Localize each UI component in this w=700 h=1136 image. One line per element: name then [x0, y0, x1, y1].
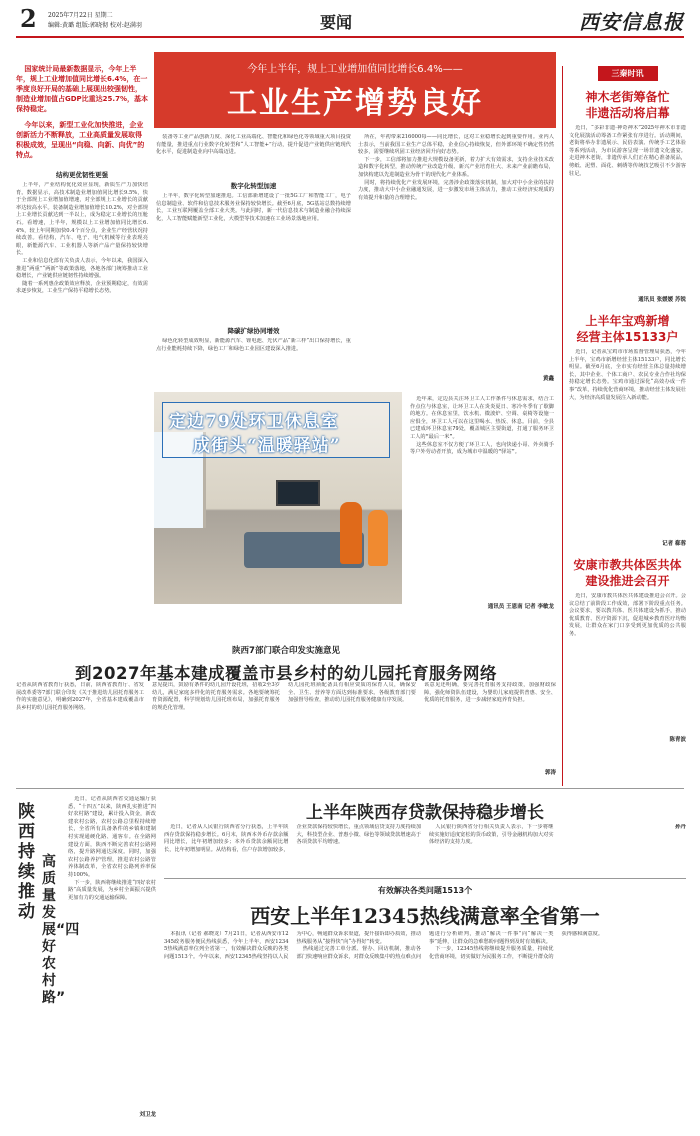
main-author: 黄鑫 — [542, 376, 554, 382]
deposit-author: 孙丹 — [674, 824, 686, 830]
photo-caption-line2: 成街头“温暖驿站” — [193, 436, 341, 456]
main-col1-text — [156, 134, 351, 178]
preschool-col1: 记者从陕西省教育厅获悉，日前，陕西省教育厅、省发展改革委等7部门联合印发《关于推进幼儿园托育服务工作的实施意见》，明确到2027年，全省基本建成覆盖市县乡村的幼儿园托育服务网络。 — [16, 682, 144, 711]
main-col1-p3: 绿色化转型成效明显，新能源汽车、锂电池、光伏产品“新三样”出口保持增长，重点行业能耗持续下降，绿色工厂和绿色工业园区建设深入推进。 — [156, 338, 351, 352]
lead-body-1: 上半年，产业结构优化效应显现，新质生产力加快培育。数据显示，高技术制造业增加值同比增长9.5%，快于全部规上工业增加值增速，对全部规上工业增长的贡献率达较高水平。装备制造业增加值增长10.2%，对全部规上工业增长贡献达到一半以上，成为稳定工业增长的压舱石。看增速，上半年，规模以上工业增加值同比增长6.4%，较上年同期加快0.4个百分点，企业生产经营状况持续改善。看结构，汽车、电子、电气机械等行业表现亮眼，新能源汽车、工业机器人等新产品产量保持较快增长。 — [16, 182, 148, 257]
subhead-carbon: 降碳扩绿协同增效 — [227, 327, 280, 335]
main-col1-text-c — [156, 338, 351, 368]
sidebar — [562, 66, 686, 786]
masthead-date — [48, 10, 113, 19]
main-kicker: 今年上半年，规上工业增加值同比增长6.4%—— — [247, 64, 463, 75]
photo-caption-line1: 定边79处环卫休息室 — [169, 412, 339, 432]
agri-title-right: 高质量发展“四好农村路” — [42, 854, 80, 1006]
hotline-article — [164, 878, 686, 1128]
preschool-title: 到2027年基本建成覆盖市县乡村的幼儿园托育服务网络 — [75, 664, 497, 683]
preschool-kicker: 陕西7部门联合印发实施意见 — [232, 646, 340, 656]
main-col1-text-b — [156, 193, 351, 323]
sidebar-story3-text: 近日，安康市教共体医共体建设推进会召开。会议总结了前阶段工作成效，部署下阶段重点任务。会议要求，要以教共体、医共体建设为抓手，推动优质教育、医疗资源下沉，促进城乡教育医疗均衡发展，让群众在家门口享受到更加优质的公共服务。 — [569, 593, 686, 637]
main-article-col2 — [358, 134, 554, 384]
sidebar-story3-title: 安康市教共体医共体 建设推进会召开 — [573, 558, 682, 588]
hotline-text — [164, 931, 686, 1125]
main-col2-p2: 下一步，工信部将加力推进大规模设备更新，着力扩大有效需求，支持企业技术改造和数字化转型，推动传统产业改造升级、新兴产业培育壮大、未来产业前瞻布局，加快构建以先进制造业为骨干的现代化产业体系。 — [358, 156, 554, 178]
hotline-kicker: 有效解决各类问题1513个 — [377, 886, 473, 895]
hotline-title: 西安上半年12345热线满意率全省第一 — [250, 904, 600, 928]
photo-caption-box — [162, 402, 390, 458]
deposit-p1: 近日，记者从人民银行陕西省分行获悉，上半年陕西存贷款保持稳步增长。6月末，陕西本外币存款余额同比增长，比年初增加较多；本外币贷款余额同比增长，比年初增加明显。从结构看，住户存款增加较多，企业贷款保持较快增长，重点领域信贷支持力度持续加大，科技型企业、普惠小微、绿色等领域贷款增速高于各项贷款平均增速。 — [164, 824, 422, 853]
photo-worker-1 — [340, 502, 362, 564]
sidebar-story1-text: 近日，“多彩非遗·神奇神木”2025年神木市非遗文化展演活动筹备工作紧张有序进行。活动期间，老街将举办非遗展示、民俗表演、传统手工艺体验等系列活动，为市民游客呈现一场非遗文化盛宴。走进神木老街，非遗传承人们正在精心准备展品，剪纸、泥塑、面花、刺绣等传统技艺吸引不少游客驻足。 — [569, 125, 686, 177]
masthead — [0, 0, 700, 40]
agri-article — [16, 794, 156, 1124]
photo-story — [154, 392, 556, 652]
sidebar-story1-author: 通讯员 张媛媛 苏锐 — [638, 297, 686, 303]
masthead-date-text: 2025年7月22日 — [48, 12, 93, 19]
preschool-article — [16, 644, 556, 784]
main-col2-text — [358, 134, 554, 372]
lead-summary — [16, 64, 148, 492]
subhead-digital: 数字化转型加速 — [230, 182, 277, 190]
sidebar-story2-title: 上半年宝鸡新增 经营主体15133户 — [576, 314, 679, 344]
agri-p2: 下一步，陕西将继续推进“四好农村路”高质量发展，为乡村全面振兴提供更加有力的交通运输保障。 — [68, 879, 156, 901]
subhead-structure: 结构更优韧性更强 — [56, 171, 108, 179]
lead-summary-body — [16, 182, 148, 422]
preschool-col4: 该意见还明确，要完善托育服务支持政策，加强财政保障，强化师资队伍建设，为婴幼儿家庭提供普惠、安全、优质的托育服务，进一步减轻家庭养育负担。 — [424, 682, 556, 704]
hotline-p3: 下一步，12345热线将继续提升服务质量，持续优化营商环境，切实做好为民服务工作，不断提升群众的获得感和满意度。 — [429, 931, 604, 960]
sidebar-story2-author: 记者 郗蓉 — [662, 541, 686, 547]
sidebar-story2-text: 近日，记者从宝鸡市市场监督管理局获悉，今年上半年，宝鸡市新增经营主体15133户，同比增长明显。截至6月底，全市实有经营主体总量持续增长，其中企业、个体工商户、农民专业合作社均保持稳定增长态势。宝鸡市通过深化“高效办成一件事”改革，持续优化营商环境，推动经营主体发展壮大，为经济高质量发展注入新动能。 — [569, 349, 686, 401]
photo-story-author: 通讯员 王恩南 记者 李敏龙 — [487, 604, 554, 610]
preschool-col3: 幼儿园托班须配备具有相应资质的保育人员，确保安全、卫生、营养等方面达到标准要求。各级教育部门要加强督导检查，推动幼儿园托育服务健康有序发展。 — [288, 682, 416, 704]
main-col1-p1: 装备等工业产品创新力度、深化工业高端化、智能化和绿色化等领域重大项目投资有能量，推进重点行业数字化转型和“人工智能+”行动，提升促进产业链供应链现代化水平，促进制造业向中高端迈进。 — [156, 134, 351, 156]
lead-summary-text1: 国家统计局最新数据显示，今年上半年，规上工业增加值同比增长6.4%，在一季度良好开局的基础上展现出较强韧性，制造业增加值占GDP比重达25.7%，基本保持稳定。 — [16, 65, 148, 113]
agri-author: 刘卫龙 — [139, 1112, 156, 1118]
photo-image — [154, 392, 402, 604]
main-col1-p2: 上半年，数字化转型加速推进。工信部新增建设了一批5G工厂和智能工厂，电子信息制造业、软件和信息技术服务业保持较快增长。截至6月底，5G基站总数持续增长，工业互联网覆盖全部工业大类。与此同时，新一代信息技术与制造业融合持续深化，人工智能赋能新型工业化，大模型等技术加速在工业场景落地应用。 — [156, 193, 351, 222]
photo-story-text — [410, 396, 554, 596]
deposit-text — [164, 824, 686, 874]
deposit-p2: 人民银行陕西省分行相关负责人表示，下一步将继续实施好适度宽松的货币政策，引导金融机构加大对实体经济的支持力度。 — [429, 824, 554, 846]
lead-body-3: 随着一系列惠企政策效应释放，企业预期稳定，有效需求逐步恢复，工业生产保持平稳增长态势。 — [16, 280, 148, 295]
west-xian-logo: 西安信息报 — [579, 10, 684, 34]
main-headline-banner — [154, 52, 556, 128]
section-name: 要闻 — [320, 13, 353, 32]
deposit-title: 上半年陕西存贷款保持稳步增长 — [306, 803, 544, 823]
masthead-rule — [16, 36, 684, 38]
main-title: 工业生产增势良好 — [227, 86, 483, 121]
section-divider — [16, 788, 684, 789]
hotline-p1: 本报讯（记者 郝晓龙）7月21日，记者从西安市12345政务服务便民热线获悉，今年上半年，西安12345热线满意率位列全省第一，有效解决群众反映的各类问题1513个。今年以来，西安12345热线坚持以人民为中心，畅通群众诉求渠道，提升接诉即办质效，推动热线服务从“接得快”向“办得好”转变。 — [164, 931, 422, 960]
page-number: 2 — [20, 4, 37, 33]
agri-text — [68, 796, 156, 1106]
sidebar-tag: 三秦时讯 — [598, 66, 658, 81]
sidebar-story3-author: 陈青波 — [669, 737, 686, 743]
photo-worker-2 — [368, 510, 388, 566]
hotline-p2: 热线通过完善工单分派、督办、回访机制，推动各部门快速响应群众诉求，对群众反映集中的热点难点问题进行分析研判，推动“解决一件事”向“解决一类事”延伸，让群众的急难愁盼问题得到及时有效解决。 — [296, 931, 554, 960]
preschool-col2: 意见提出，鼓励有条件的幼儿园开设托班，招收2至3岁幼儿，满足家庭多样化的托育服务需求。各地要统筹托育资源配置，科学规划幼儿园托班布局，加强托育服务的规范化管理。 — [152, 682, 280, 711]
lead-body-2: 工业和信息化部有关负责人表示，今年以来，我国深入推进“两重”“两新”等政策落地，各地各部门统筹推动工业稳增长，产业链供应链韧性持续增强。 — [16, 257, 148, 280]
agri-title-left: 陕西持续推动 — [18, 802, 35, 922]
main-col2-p3: 同时，将持续优化产业发展环境，完善涉企政策落实机制，加大对中小企业的扶持力度，推动大中小企业融通发展，进一步激发市场主体活力，推动工业经济实现质的有效提升和量的合理增长。 — [358, 179, 554, 201]
agri-p1: 近日，记者从陕西省交通运输厅获悉，“十四五”以来，陕西扎实推进“四好农村路”建设，累计投入资金，新改建农村公路，农村公路总里程持续增长，全省所有具备条件的乡镇和建制村实现通硬化路、通客车。在全路网建设方面，陕西不断完善农村公路网络，提升路网通达深度。同时，加强农村公路养护管理，推进农村公路管养体制改革，全省农村公路列养率保持100%。 — [68, 796, 156, 878]
masthead-weekday: 星期二 — [94, 12, 113, 19]
masthead-staff: 编辑:黄璐 组版:郭晓彻 校对:赵满羽 — [48, 22, 142, 29]
lead-summary-text2: 今年以来，新型工业化加快推进，企业创新活力不断释放，工业高质量发展取得积极成效，呈现出“向稳、向新、向优”的特点。 — [16, 121, 145, 159]
sidebar-story1-title: 神木老街筹备忙 非遗活动将启幕 — [585, 90, 670, 120]
photo-story-p1: 近年来，定边县关注环卫工人工作条件与休息需求，结合工作点位与休息室，让环卫工人在炎炎夏日、寒冷冬季有了歇脚的地方。在休息室里，饮水机、微波炉、空调、桌椅等设施一应俱全，环卫工人可以在这里喝水、热饭、休息。目前，全县已建成环卫休息室79处，覆盖城区主要街道，打通了服务环卫工人的“最后一米”。 — [410, 396, 554, 440]
photo-tv — [276, 480, 320, 506]
photo-story-p2: 这些休息室不仅方便了环卫工人，也向快递小哥、外卖骑手等户外劳动者开放，成为城市中温暖的“驿站”。 — [410, 441, 554, 456]
main-col2-p1: 所在，年初带来216000每——同比增长，这对工业稳增长起到重要作用。业内人士表示，当前我国工业生产总体平稳，企业信心持续恢复，但外部环境不确定性仍然较多，需要继续巩固工业经济回升向好态势。 — [358, 134, 554, 156]
preschool-author: 郭涛 — [544, 770, 556, 776]
main-article-col1 — [156, 134, 351, 384]
deposit-article — [164, 798, 686, 876]
